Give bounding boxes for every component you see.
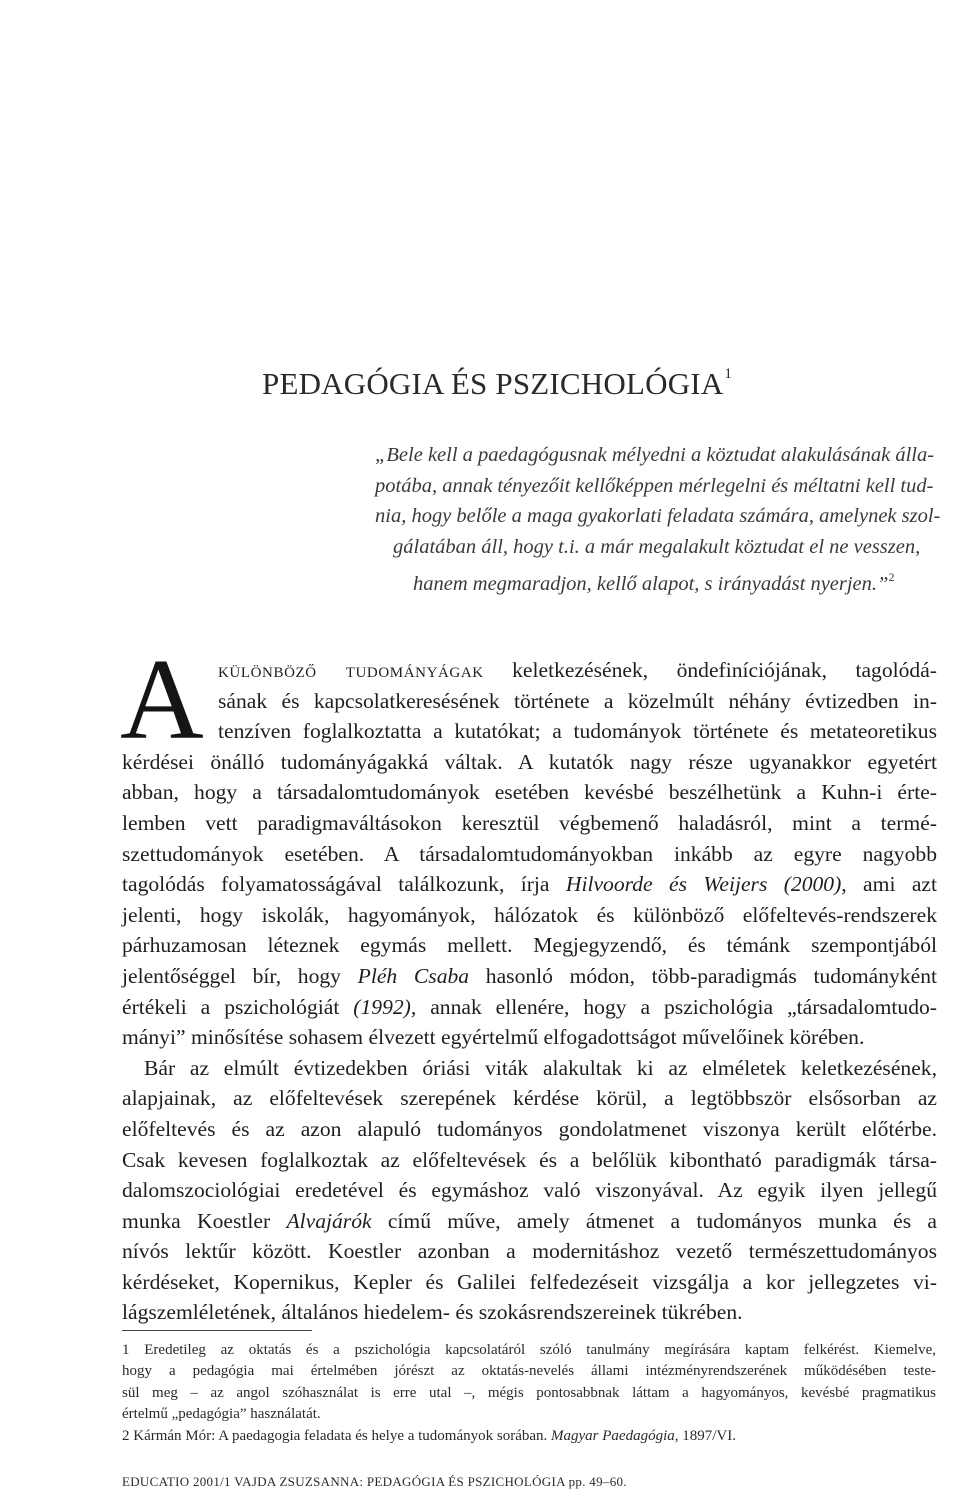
body-line: különböző tudományágak keletkezésének, öndefiníciójának, tagolódá- <box>218 658 937 682</box>
footnote-line: 1 Eredetileg az oktatás és a pszichológia kapcsolatáról szóló tanulmány megírására kaptam felkérést. Kiemelve, <box>122 1342 936 1358</box>
footnote-line: 2 Kármán Mór: A paedagogia feladata és helye a tudományok sorában. Magyar Paedagógia, 1897/VI. <box>122 1427 737 1444</box>
drop-cap: A <box>120 636 204 764</box>
title-alvajarok: Alvajárók <box>286 1208 372 1233</box>
body-line: abban, hogy a társadalomtudományok esetében kevésbé beszélhetünk a Kuhn-i érte- <box>122 780 937 805</box>
epigraph-line: „Bele kell a paedagógusnak mélyedni a köztudat alakulásának álla- <box>375 444 935 466</box>
journal-title: Magyar Paedagógia, <box>551 1427 679 1444</box>
body-line: dalomszociológiai eredetével és egymáshoz való viszonyával. Az egyik ilyen jellegű <box>122 1178 937 1203</box>
epigraph-line: nia, hogy belőle a maga gyakorlati feladata számára, amelynek szol- <box>375 505 941 527</box>
footnote-line: sül meg – az angol szóhasználat is erre utal –, mégis pontosabbnak láttam a hagyományos, kevésbé pragmatikus <box>122 1384 936 1401</box>
body-line: jelentőséggel bír, hogy Pléh Csaba hasonló módon, több-paradigmás tudományként <box>122 963 938 988</box>
footnote-line: értelmű „pedagógia” használatát. <box>122 1406 321 1423</box>
footnote-separator <box>122 1330 312 1331</box>
body-line: alapjainak, az előfeltevések szerepének kérdése körül, a legtöbbször elsősorban az <box>122 1086 937 1111</box>
lead-smallcaps: különböző tudományágak <box>218 658 484 682</box>
epigraph-quote <box>375 440 941 600</box>
body-line: Csak kevesen foglalkoztak az előfeltevések és a belőlük kibontható paradigmák társa- <box>122 1147 937 1172</box>
body-line: értékeli a pszichológiát (1992), annak ellenére, hogy a pszichológia „társadalomtudo- <box>122 994 937 1019</box>
body-line: sának és kapcsolatkeresésének története a közelmúlt néhány évtizedben in- <box>218 688 937 713</box>
footnotes <box>122 1340 936 1447</box>
citation-year-1992: (1992), <box>353 994 417 1019</box>
body-line: lágszemléletének, általános hiedelem- és szokásrendszereinek tükrében. <box>122 1300 743 1325</box>
epigraph-footnote-mark: 2 <box>888 570 895 584</box>
citation-pleh-csaba: Pléh Csaba <box>357 963 470 988</box>
article-body <box>122 655 937 1328</box>
footnote-line: hogy a pedagógia mai értelmében jórészt az oktatás-nevelés állami intézményrendszerének működésében teste- <box>122 1363 936 1380</box>
body-line: szettudományok esetében. A társadalomtudományokban inkább az egyre nagyobb <box>122 841 937 866</box>
epigraph-line-text: hanem megmaradjon, kellő alapot, s irányadást nyerjen.” <box>413 573 889 595</box>
page-footer: EDUCATIO 2001/1 VAJDA ZSUZSANNA: PEDAGÓGIA ÉS PSZICHOLÓGIA pp. 49–60. <box>122 1474 627 1489</box>
body-line: tagolódás folyamatosságával találkozunk, írja Hilvoorde és Weijers (2000), ami azt <box>122 872 937 897</box>
epigraph-line: gálatában áll, hogy t.i. a már megalakult köztudat el ne vesszen, <box>393 535 921 558</box>
citation-hilvoorde-weijers: Hilvoorde és Weijers (2000), <box>565 872 847 897</box>
body-line: előfeltevés és az azon alapuló tudományos gondolatmenet viszonya került előtérbe. <box>122 1116 937 1141</box>
title-footnote-mark: 1 <box>724 366 733 382</box>
body-line: Bár az elmúlt évtizedekben óriási viták alakultak ki az elméletek keletkezésének, <box>144 1055 937 1080</box>
epigraph-line <box>375 562 937 600</box>
body-line: mányi” minősítése sohasem élvezett egyértelmű elfogadottságot művelőinek körében. <box>122 1025 865 1050</box>
body-line: kérdései önálló tudományágakká váltak. A kutatók nagy része ugyanakkor egyetért <box>122 749 937 774</box>
epigraph-line: potába, annak tényezőit kellőképpen mérlegelni és méltatni kell tud- <box>375 474 934 497</box>
article-title <box>262 366 732 402</box>
body-line: nívós lektűr között. Koestler azonban a modernitáshoz vezető természettudományos <box>122 1239 937 1264</box>
body-line: kérdéseket, Kopernikus, Kepler és Galilei felfedezéseit vizsgálja a kor jellegzetes vi- <box>122 1269 937 1294</box>
body-line: párhuzamosan léteznek egymás mellett. Megjegyzendő, és témánk szempontjából <box>122 933 937 958</box>
article-title-text: PEDAGÓGIA ÉS PSZICHOLÓGIA <box>262 366 724 401</box>
body-line: munka Koestler Alvajárók című műve, amely átmenet a tudományos munka és a <box>122 1208 937 1233</box>
body-line: lemben vett paradigmaváltásokon keresztül végbemenő haladásról, mint a termé- <box>122 810 937 835</box>
body-line: tenzíven foglalkoztatta a kutatókat; a tudományok története és metateoretikus <box>218 719 937 744</box>
body-line: jelenti, hogy iskolák, hagyományok, hálózatok és különböző előfeltevés-rendszerek <box>122 902 937 927</box>
